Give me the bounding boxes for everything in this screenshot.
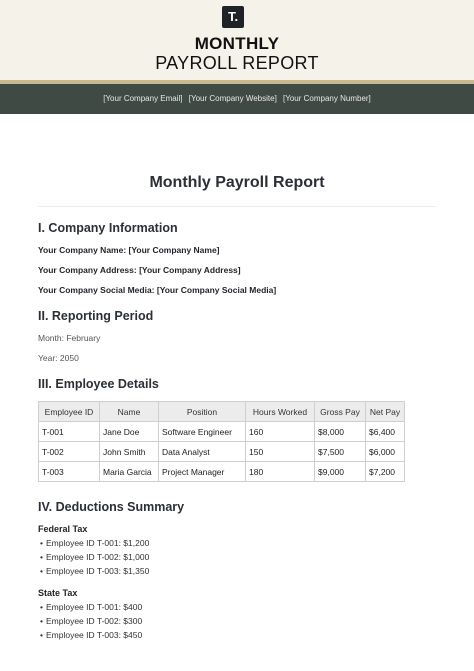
cell-name: John Smith — [100, 442, 159, 462]
federal-tax-label: Federal Tax — [38, 524, 88, 534]
title-divider — [38, 206, 436, 207]
period-year: Year: 2050 — [38, 353, 79, 363]
federal-tax-list — [38, 538, 436, 576]
col-employee-id: Employee ID — [39, 402, 100, 422]
list-item: • Employee ID T-002: $1,000 — [40, 552, 436, 562]
cell-id: T-001 — [39, 422, 100, 442]
list-item: • Employee ID T-003: $450 — [40, 630, 436, 640]
table-row — [39, 462, 405, 482]
period-month: Month: February — [38, 333, 101, 343]
state-tax-list — [38, 602, 436, 640]
reporting-period-heading: II. Reporting Period — [38, 309, 154, 323]
company-address: Your Company Address: [Your Company Address] — [38, 265, 241, 275]
cell-hours: 150 — [246, 442, 315, 462]
report-title: Monthly Payroll Report — [149, 174, 325, 191]
deductions-heading: IV. Deductions Summary — [38, 500, 185, 514]
table-row — [39, 442, 405, 462]
col-gross: Gross Pay — [315, 402, 366, 422]
contact-website: [Your Company Website] — [188, 94, 277, 103]
cell-net: $6,400 — [366, 422, 405, 442]
cell-name: Jane Doe — [100, 422, 159, 442]
header-subtitle: PAYROLL REPORT — [155, 53, 319, 73]
col-name: Name — [100, 402, 159, 422]
report-body — [0, 174, 474, 640]
cell-hours: 160 — [246, 422, 315, 442]
company-social: Your Company Social Media: [Your Company Social Media] — [38, 285, 277, 295]
company-logo: T. — [222, 6, 244, 28]
list-item: • Employee ID T-001: $1,200 — [40, 538, 436, 548]
list-item: • Employee ID T-003: $1,350 — [40, 566, 436, 576]
cell-gross: $9,000 — [315, 462, 366, 482]
cell-hours: 180 — [246, 462, 315, 482]
col-hours: Hours Worked — [246, 402, 315, 422]
col-net: Net Pay — [366, 402, 405, 422]
table-row — [39, 422, 405, 442]
cell-position: Data Analyst — [159, 442, 246, 462]
cell-position: Software Engineer — [159, 422, 246, 442]
cell-gross: $8,000 — [315, 422, 366, 442]
cell-id: T-003 — [39, 462, 100, 482]
list-item: • Employee ID T-001: $400 — [40, 602, 436, 612]
state-tax-label: State Tax — [38, 588, 78, 598]
cell-name: Maria Garcia — [100, 462, 159, 482]
letterhead — [0, 0, 474, 80]
contact-bar — [0, 84, 474, 114]
header-title: MONTHLY — [194, 34, 280, 53]
col-position: Position — [159, 402, 246, 422]
employee-table — [38, 401, 405, 482]
cell-position: Project Manager — [159, 462, 246, 482]
company-info-heading: I. Company Information — [38, 221, 178, 235]
cell-net: $6,000 — [366, 442, 405, 462]
list-item: • Employee ID T-002: $300 — [40, 616, 436, 626]
contact-email: [Your Company Email] — [103, 94, 183, 103]
cell-id: T-002 — [39, 442, 100, 462]
contact-number: [Your Company Number] — [283, 94, 371, 103]
employee-details-heading: III. Employee Details — [38, 377, 159, 391]
company-name: Your Company Name: [Your Company Name] — [38, 245, 220, 255]
cell-net: $7,200 — [366, 462, 405, 482]
table-header-row — [39, 402, 405, 422]
cell-gross: $7,500 — [315, 442, 366, 462]
